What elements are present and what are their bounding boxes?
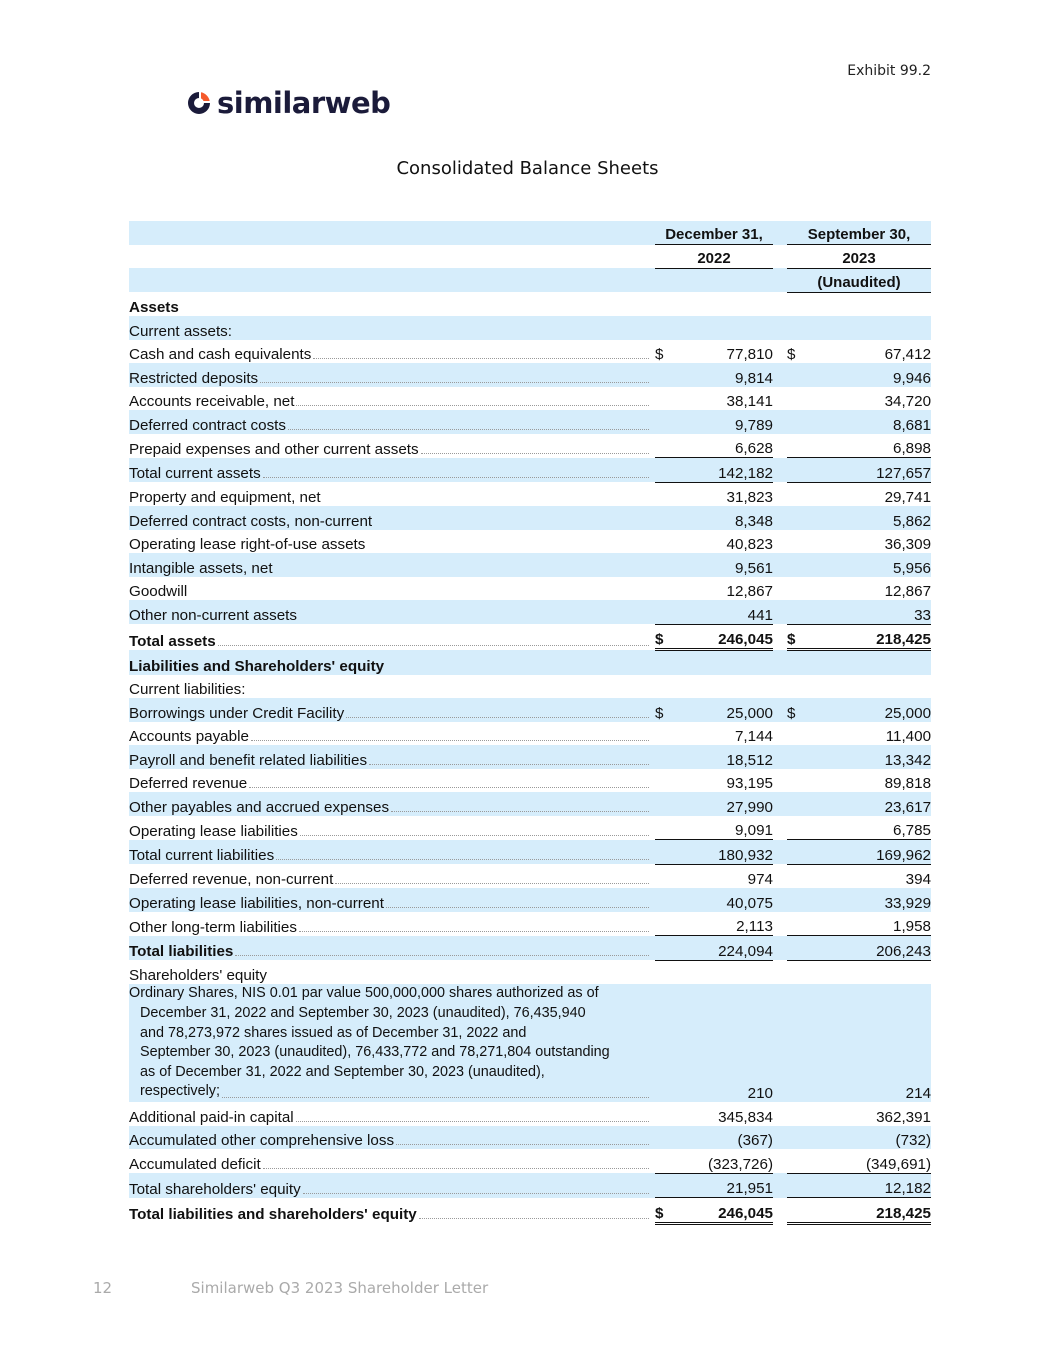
row-label: Cash and cash equivalents (129, 346, 312, 363)
row-label: Total current liabilities (129, 847, 275, 864)
table-row (129, 1149, 931, 1173)
col1-header-line1: December 31, (655, 221, 773, 245)
subtotal-row (129, 840, 931, 865)
value-2023: 169,962 (807, 840, 931, 865)
value-2022: 142,182 (673, 458, 773, 483)
section-row (129, 292, 931, 316)
current-liabilities-heading: Current liabilities: (129, 681, 246, 698)
currency-symbol: $ (655, 698, 673, 722)
row-label: Operating lease liabilities (129, 822, 298, 840)
value-2023: 11,400 (885, 728, 932, 745)
value-2023: 34,720 (884, 393, 932, 410)
section-row (129, 675, 931, 699)
col2-header-line1: September 30, (787, 221, 931, 245)
value-2023: 33,929 (807, 888, 931, 912)
table-row (129, 888, 931, 912)
row-label: Property and equipment, net (129, 489, 321, 506)
value-2022: 441 (673, 600, 773, 624)
table-row (129, 577, 931, 601)
current-assets-heading: Current assets: (129, 316, 651, 340)
value-2022: 93,195 (726, 775, 773, 792)
value-2023: 6,898 (807, 434, 931, 458)
value-2023: 127,657 (807, 458, 931, 483)
value-2022: 12,867 (726, 583, 773, 600)
value-2022: 974 (747, 871, 773, 888)
table-row (129, 482, 931, 506)
exhibit-label: Exhibit 99.2 (847, 63, 931, 79)
value-2023: 218,425 (807, 1198, 931, 1224)
table-row (129, 1102, 931, 1126)
subtotal-row (129, 458, 931, 483)
value-2022: (367) (673, 1126, 773, 1150)
value-2023: 29,741 (884, 489, 932, 506)
value-2023: 33 (807, 600, 931, 624)
value-2022: 31,823 (726, 489, 773, 506)
value-2022: 40,823 (726, 536, 773, 553)
currency-symbol: $ (655, 346, 664, 363)
value-2022: 180,932 (673, 840, 773, 865)
table-row (129, 722, 931, 746)
table-row (129, 600, 931, 624)
value-2022: 21,951 (673, 1173, 773, 1198)
value-2022: 210 (673, 984, 773, 1102)
col2-header-line2: 2023 (787, 245, 931, 269)
currency-symbol: $ (655, 624, 673, 650)
value-2022: 27,990 (673, 792, 773, 816)
table-row (129, 864, 931, 888)
currency-symbol: $ (787, 698, 807, 722)
value-2023: 6,785 (807, 816, 931, 840)
currency-symbol: $ (655, 1198, 673, 1224)
row-label: Accounts payable (129, 728, 249, 745)
row-label: Deferred revenue (129, 775, 248, 792)
value-2022: 345,834 (718, 1108, 773, 1126)
row-label: Intangible assets, net (129, 553, 651, 577)
liabilities-heading: Liabilities and Shareholders' equity (129, 650, 651, 675)
value-2023: 362,391 (876, 1108, 932, 1126)
row-label: Total current assets (129, 465, 261, 482)
section-row (129, 316, 931, 340)
row-label: Other long-term liabilities (129, 918, 297, 936)
table-row (129, 698, 931, 722)
section-row (129, 960, 931, 984)
value-2023: 214 (807, 984, 931, 1102)
brand-name: similarweb (217, 86, 391, 120)
col1-header-line2: 2022 (655, 245, 773, 269)
table-row (129, 1126, 931, 1150)
value-2022: 9,814 (673, 363, 773, 387)
table-row (129, 387, 931, 411)
table-row (129, 984, 931, 1102)
value-2022: 8,348 (673, 506, 773, 530)
row-label: Prepaid expenses and other current assets (129, 440, 419, 458)
currency-symbol: $ (787, 346, 796, 363)
value-2023: 23,617 (807, 792, 931, 816)
value-2022: 77,810 (726, 346, 773, 363)
value-2022: 246,045 (673, 1198, 773, 1224)
assets-heading: Assets (129, 299, 179, 316)
value-2023: 5,956 (807, 553, 931, 577)
footer-text: Similarweb Q3 2023 Shareholder Letter (191, 1279, 489, 1297)
header-row (129, 221, 931, 245)
row-label: Other non-current assets (129, 600, 651, 624)
value-2023: 12,867 (884, 583, 932, 600)
row-label: Operating lease liabilities, non-current (129, 894, 384, 912)
row-label: Other payables and accrued expenses (129, 798, 390, 816)
header-row (129, 245, 931, 269)
col2-header-line3: (Unaudited) (787, 268, 931, 292)
similarweb-logo (186, 86, 390, 120)
total-row (129, 624, 931, 650)
row-label: Deferred contract costs (129, 416, 286, 434)
value-2022: 9,789 (673, 410, 773, 434)
row-label: Payroll and benefit related liabilities (129, 751, 368, 769)
table-row (129, 912, 931, 936)
row-label: Total assets (129, 632, 216, 650)
header-row (129, 268, 931, 292)
ordinary-shares-label: Ordinary Shares, NIS 0.01 par value 500,000,000 shares authorized as of December 31, 2022 and September 30, 2023 (unaudited), 76,435,940 and 78,273,972 shares issued as of December 31, 2022 and September 30, 2023 (unaudited), 76,433,772 and 78,271,804 outstanding as of December 31, 2022 and September 30, 2023 (unaudited), respectively; (129, 984, 651, 1102)
value-2023: 36,309 (884, 536, 932, 553)
value-2022: 25,000 (673, 698, 773, 722)
value-2022: 7,144 (734, 728, 773, 745)
row-label: Operating lease right-of-use assets (129, 536, 366, 553)
row-label: Total liabilities (129, 943, 234, 960)
value-2023: 5,862 (807, 506, 931, 530)
value-2023: 9,946 (807, 363, 931, 387)
table-row (129, 530, 931, 554)
table-row (129, 792, 931, 816)
value-2022: 9,091 (673, 816, 773, 840)
value-2023: (349,691) (807, 1149, 931, 1173)
table-row (129, 434, 931, 458)
row-label: Deferred revenue, non-current (129, 871, 334, 888)
table-row (129, 410, 931, 434)
value-2022: 2,113 (673, 912, 773, 936)
row-label: Restricted deposits (129, 369, 259, 387)
value-2023: 89,818 (884, 775, 932, 792)
section-row (129, 650, 931, 675)
table-row (129, 553, 931, 577)
page-title: Consolidated Balance Sheets (396, 158, 659, 179)
value-2022: (323,726) (673, 1149, 773, 1173)
value-2023: 12,182 (807, 1173, 931, 1198)
value-2023: 206,243 (807, 936, 931, 961)
row-label: Accumulated deficit (129, 1156, 261, 1173)
value-2023: 67,412 (884, 346, 932, 363)
value-2022: 224,094 (673, 936, 773, 961)
table-row (129, 340, 931, 364)
row-label: Additional paid-in capital (129, 1108, 294, 1126)
value-2023: 394 (905, 871, 932, 888)
similarweb-logo-icon (186, 90, 212, 116)
table-row (129, 816, 931, 840)
row-label: Total shareholders' equity (129, 1180, 301, 1198)
value-2022: 38,141 (726, 393, 773, 410)
subtotal-row (129, 936, 931, 961)
value-2022: 6,628 (673, 434, 773, 458)
subtotal-row (129, 1173, 931, 1198)
table-row (129, 769, 931, 793)
row-label: Accumulated other comprehensive loss (129, 1132, 395, 1149)
value-2023: 8,681 (807, 410, 931, 434)
value-2022: 246,045 (673, 624, 773, 650)
row-label: Accounts receivable, net (129, 393, 295, 410)
currency-symbol: $ (787, 624, 807, 650)
value-2022: 18,512 (673, 745, 773, 769)
value-2023: (732) (807, 1126, 931, 1150)
table-row (129, 506, 931, 530)
page-number: 12 (93, 1279, 113, 1297)
table-row (129, 745, 931, 769)
value-2023: 13,342 (807, 745, 931, 769)
value-2023: 1,958 (807, 912, 931, 936)
value-2023: 25,000 (807, 698, 931, 722)
row-label: Total liabilities and shareholders' equity (129, 1206, 417, 1223)
balance-sheet-table (129, 221, 931, 1225)
total-row (129, 1198, 931, 1224)
value-2022: 9,561 (673, 553, 773, 577)
shareholders-equity-heading: Shareholders' equity (129, 967, 267, 984)
value-2022: 40,075 (673, 888, 773, 912)
row-label: Deferred contract costs, non-current (129, 506, 651, 530)
table-row (129, 363, 931, 387)
row-label: Borrowings under Credit Facility (129, 704, 345, 722)
value-2023: 218,425 (807, 624, 931, 650)
row-label: Goodwill (129, 583, 188, 600)
